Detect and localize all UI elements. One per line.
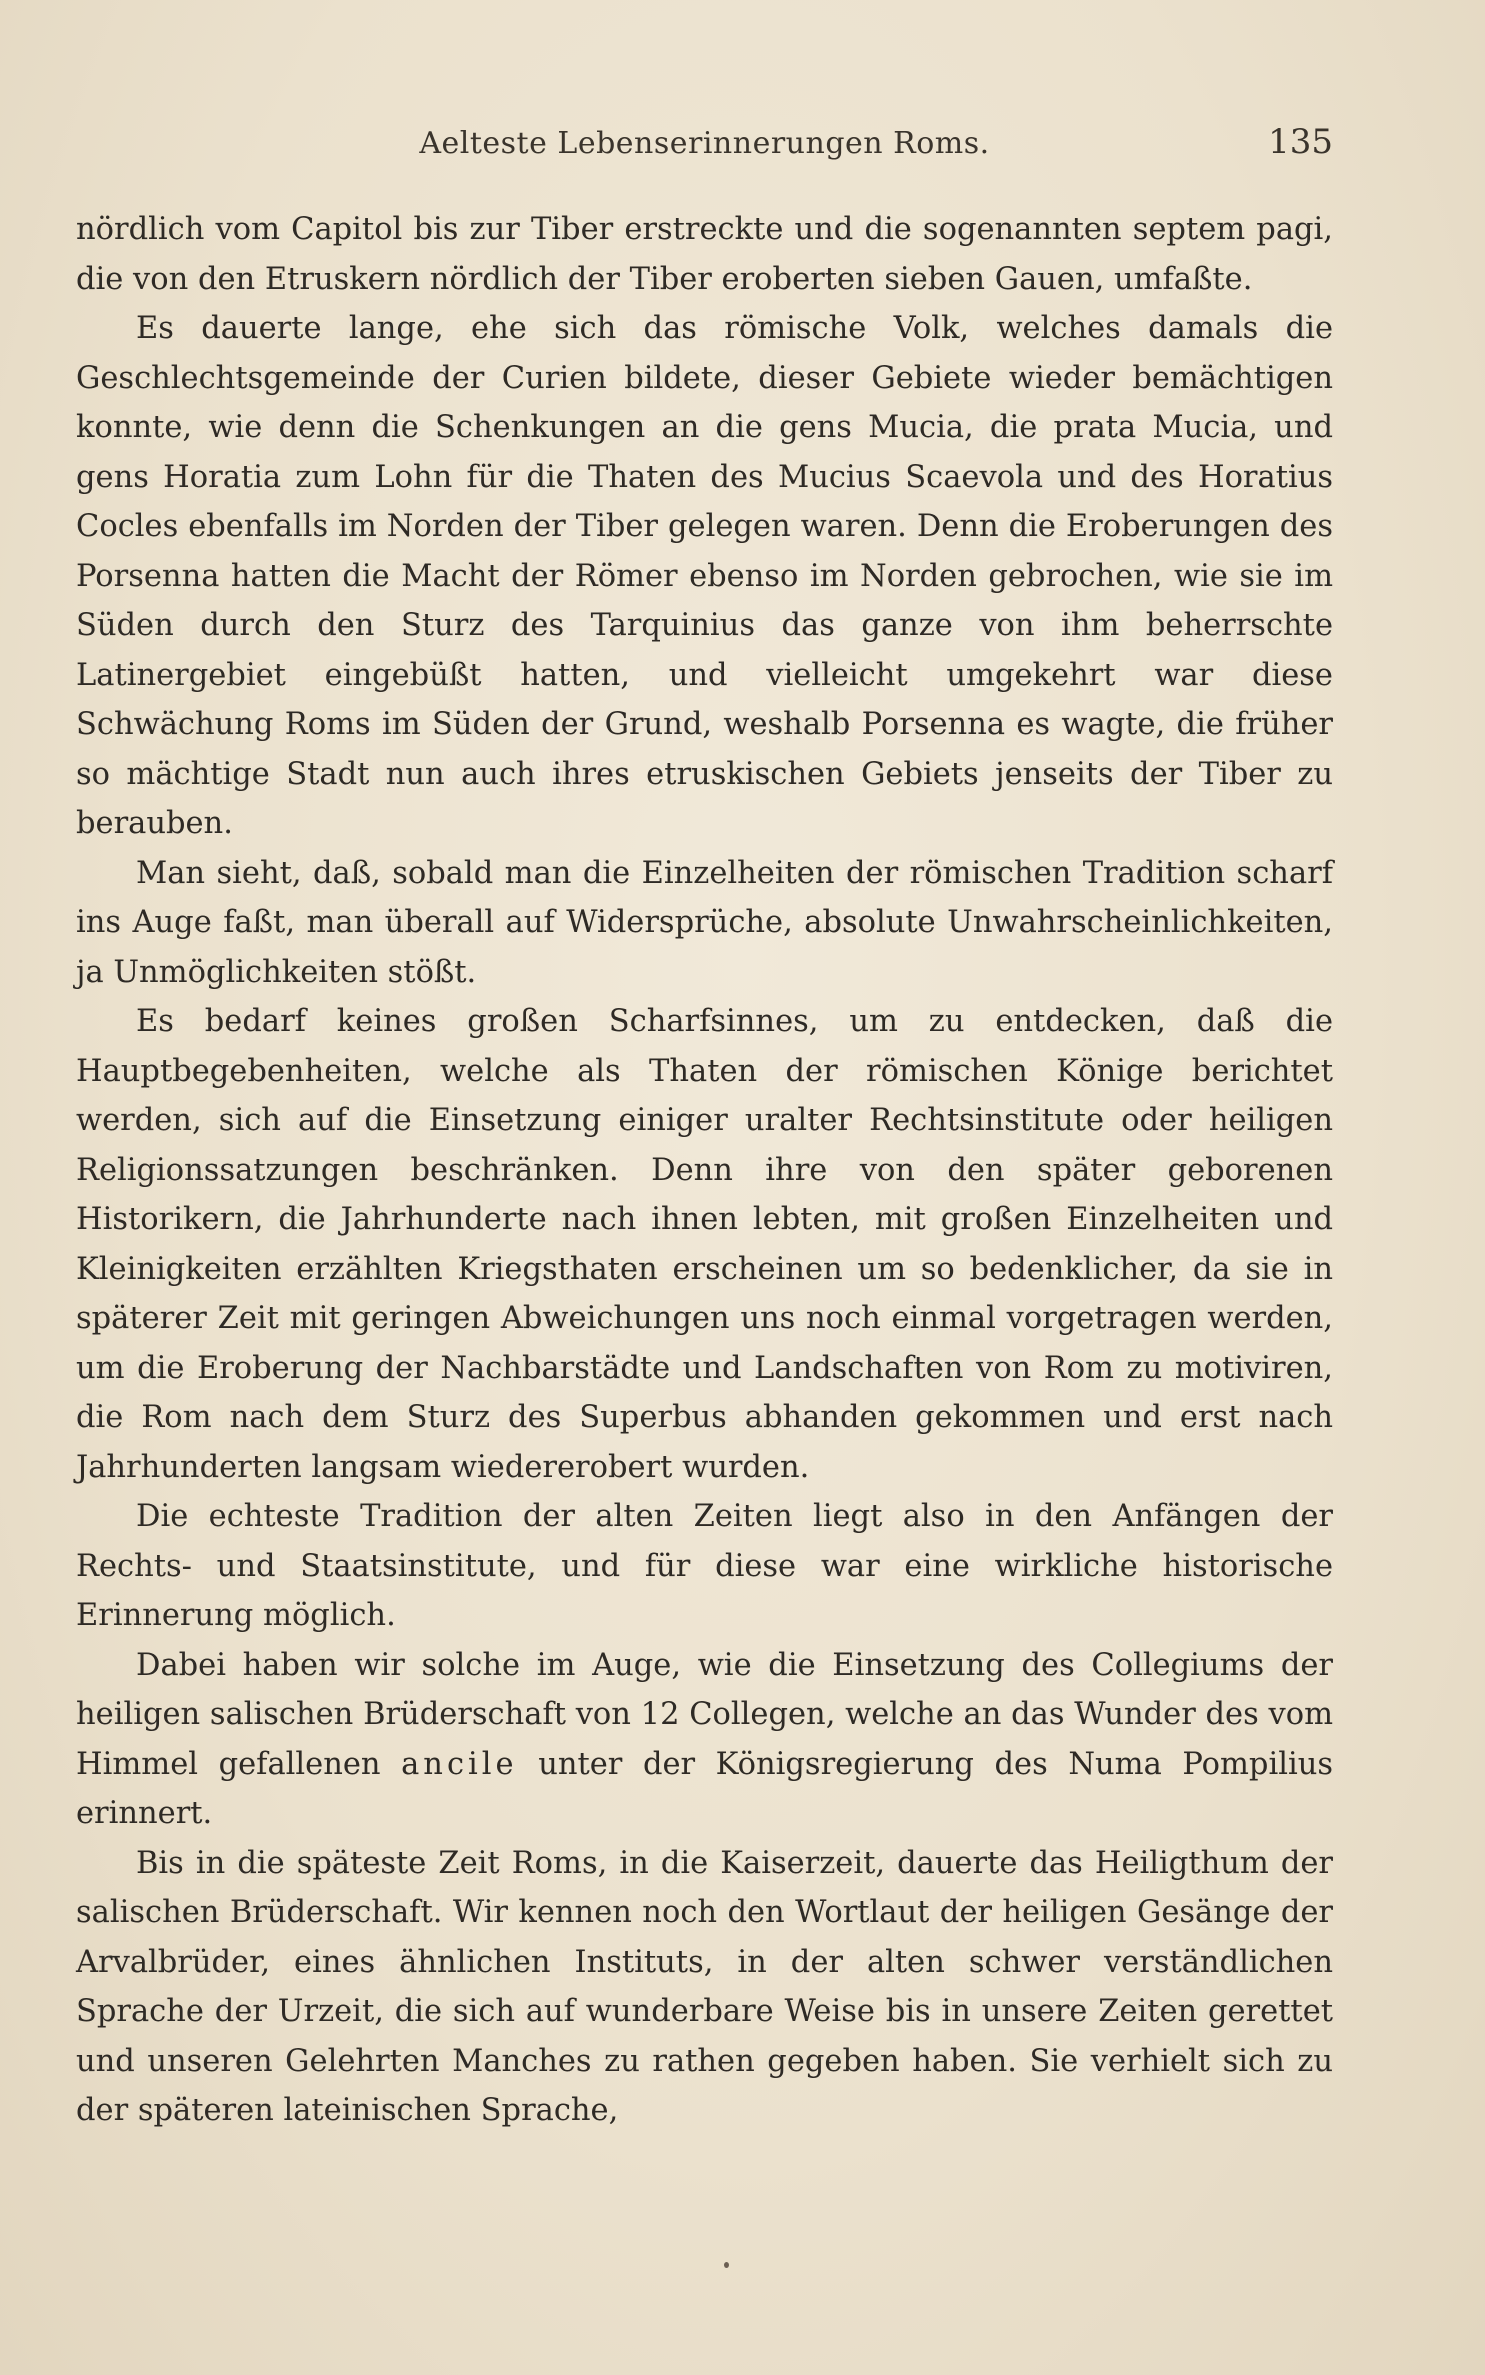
paragraph-6-text-after: unter der Königsregierung des Numa Pompilius erinnert. [76, 1746, 1334, 1831]
spaced-term-ancile: ancile [401, 1746, 518, 1782]
paragraph-4: Es bedarf keines großen Scharfsinnes, um zu entdecken, daß die Hauptbegebenheiten, welche als Thaten der römischen Könige berichtet werden, sich auf die Einsetzung einiger uralter Rechtsinstitute oder heiligen Religionssatzungen beschränken. Denn ihre von den später geborenen Historikern, die Jahrhunderte nach ihnen lebten, mit großen Einzelheiten und Kleinigkeiten erzählten Kriegsthaten erscheinen um so bedenklicher, da sie in späterer Zeit mit geringen Abweichungen uns noch einmal vorgetragen werden, um die Eroberung der Nachbarstädte und Landschaften von Rom zu motiviren, die Rom nach dem Sturz des Superbus abhanden gekommen und erst nach Jahrhunderten langsam wiedererobert wurden. [76, 1004, 1333, 1485]
paper-speck [724, 2262, 729, 2268]
paragraph-7: Bis in die späteste Zeit Roms, in die Kaiserzeit, dauerte das Heiligthum der salischen Brüderschaft. Wir kennen noch den Wortlaut der heiligen Gesänge der Arvalbrüder, eines ähnlichen Instituts, in der alten schwer verständlichen Sprache der Urzeit, die sich auf wunderbare Weise bis in unsere Zeiten gerettet und unseren Gelehrten Manches zu rathen gegeben haben. Sie verhielt sich zu der späteren lateinischen Sprache, [76, 1845, 1333, 2128]
running-header [76, 118, 1333, 168]
page-number: 135 [1268, 122, 1333, 162]
paragraph-6-text-before: Dabei haben wir solche im Auge, wie die Einsetzung des Collegiums der heiligen salischen Brüderschaft von 12 Collegen, welche an das Wunder des vom Himmel gefallenen [76, 1647, 1333, 1782]
paragraph-2: Es dauerte lange, ehe sich das römische Volk, welches damals die Geschlechtsgemeinde der Curien bildete, dieser Gebiete wieder bemächtigen konnte, wie denn die Schenkungen an die gens Mucia, die prata Mucia, und gens Horatia zum Lohn für die Thaten des Mucius Scaevola und des Horatius Cocles ebenfalls im Norden der Tiber gelegen waren. Denn die Eroberungen des Porsenna hatten die Macht der Römer ebenso im Norden gebrochen, wie sie im Süden durch den Sturz des Tarquinius das ganze von ihm beherrschte Latinergebiet eingebüßt hatten, und vielleicht umgekehrt war diese Schwächung Roms im Süden der Grund, weshalb Porsenna es wagte, die früher so mächtige Stadt nun auch ihres etruskischen Gebiets jenseits der Tiber zu berauben. [76, 311, 1333, 841]
body-text [76, 205, 1333, 2136]
paragraph-6 [76, 1641, 1333, 1839]
paragraph-5: Die echteste Tradition der alten Zeiten liegt also in den Anfängen der Rechts- und Staatsinstitute, und für diese war eine wirkliche historische Erinnerung möglich. [76, 1499, 1333, 1633]
paragraph-3: Man sieht, daß, sobald man die Einzelheiten der römischen Tradition scharf ins Auge faßt, man überall auf Widersprüche, absolute Unwahrscheinlichkeiten, ja Unmöglichkeiten stößt. [76, 855, 1333, 990]
paragraph-1: nördlich vom Capitol bis zur Tiber erstreckte und die sogenannten septem pagi, die von den Etruskern nördlich der Tiber eroberten sieben Gauen, umfaßte. [76, 212, 1333, 297]
running-title: Aelteste Lebenserinnerungen Roms. [419, 126, 990, 161]
